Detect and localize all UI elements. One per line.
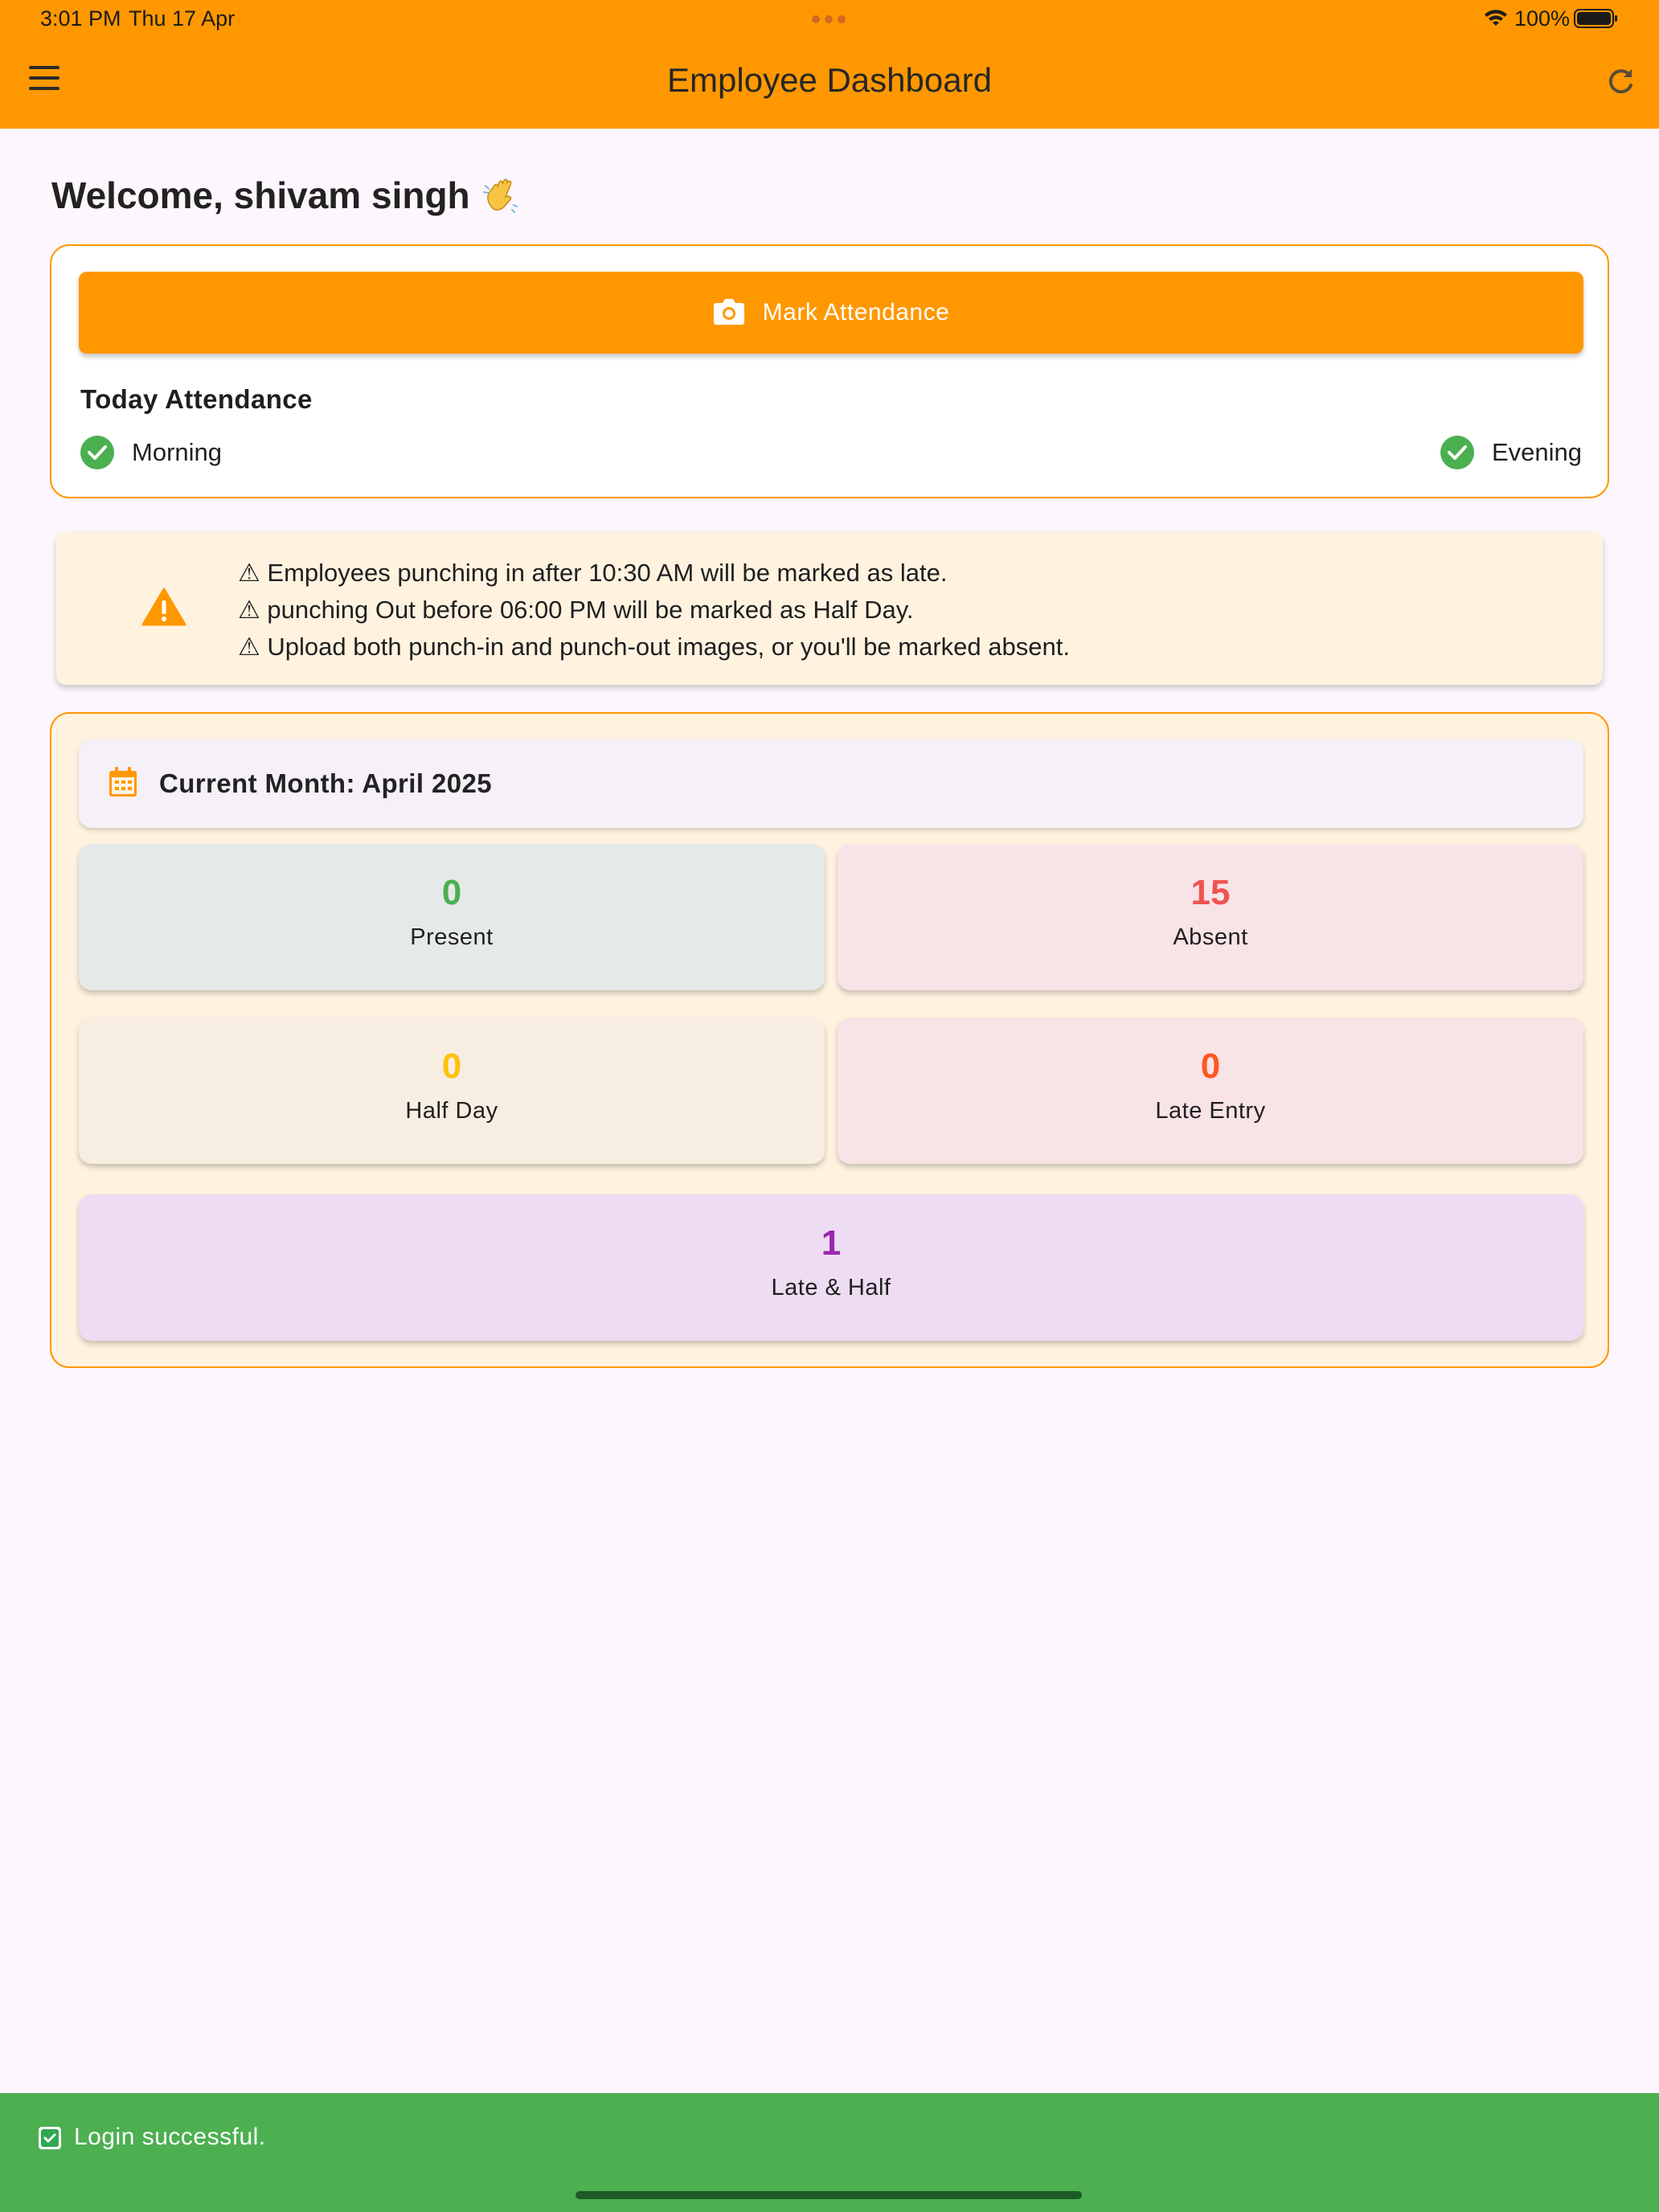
evening-label: Evening [1491, 438, 1582, 466]
absent-count: 15 [1190, 873, 1231, 912]
home-indicator[interactable] [576, 2191, 1082, 2199]
multitasking-dots-icon[interactable] [812, 15, 846, 23]
wifi-icon [1484, 8, 1508, 33]
notice-line-half-day: ⚠ punching Out before 06:00 PM will be marked as Half Day. [238, 596, 914, 624]
absent-stat-card[interactable] [838, 844, 1583, 990]
page-title: Employee Dashboard [667, 61, 992, 99]
present-stat-card[interactable] [79, 844, 825, 990]
battery-icon [1574, 8, 1619, 33]
attendance-card [50, 244, 1609, 498]
current-month-header [79, 739, 1583, 828]
warning-icon [141, 587, 186, 631]
today-attendance-title: Today Attendance [80, 384, 313, 414]
mark-attendance-label: Mark Attendance [762, 299, 950, 326]
calendar-icon [108, 766, 138, 802]
battery-percent: 100% [1514, 6, 1571, 31]
welcome-text: Welcome, shivam singh [51, 174, 470, 216]
morning-status [80, 436, 222, 469]
half-day-label: Half Day [405, 1098, 498, 1124]
check-circle-icon [80, 436, 114, 469]
notice-line-late: ⚠ Employees punching in after 10:30 AM will be marked as late. [238, 559, 948, 587]
refresh-icon[interactable] [1603, 64, 1638, 100]
camera-icon [713, 297, 745, 330]
half-day-stat-card[interactable] [79, 1018, 825, 1164]
snackbar-message: Login successful. [74, 2124, 266, 2150]
present-count: 0 [441, 873, 462, 912]
mark-attendance-button[interactable] [79, 272, 1583, 354]
status-date: Thu 17 Apr [129, 6, 236, 31]
absent-label: Absent [1173, 924, 1248, 950]
status-time: 3:01 PM [40, 6, 121, 31]
late-entry-label: Late Entry [1155, 1098, 1266, 1124]
attendance-rules-notice [56, 532, 1603, 685]
half-day-count: 0 [441, 1047, 462, 1086]
monthly-summary-card [50, 712, 1609, 1368]
current-month-label: Current Month: April 2025 [159, 768, 492, 798]
notice-lines [238, 555, 1070, 666]
late-and-half-label: Late & Half [771, 1275, 891, 1301]
waving-hand-icon [481, 176, 520, 215]
evening-status [1440, 436, 1582, 469]
check-circle-icon [1440, 436, 1474, 469]
welcome-heading [51, 174, 520, 217]
late-and-half-count: 1 [821, 1223, 842, 1263]
late-entry-count: 0 [1200, 1047, 1221, 1086]
late-entry-stat-card[interactable] [838, 1018, 1583, 1164]
top-app-bar [0, 0, 1659, 129]
present-label: Present [410, 924, 494, 950]
login-snackbar [0, 2093, 1659, 2212]
check-box-icon [39, 2127, 61, 2149]
notice-line-images: ⚠ Upload both punch-in and punch-out images, or you'll be marked absent. [238, 633, 1070, 661]
late-and-half-stat-card[interactable] [79, 1194, 1583, 1341]
morning-label: Morning [132, 438, 222, 466]
